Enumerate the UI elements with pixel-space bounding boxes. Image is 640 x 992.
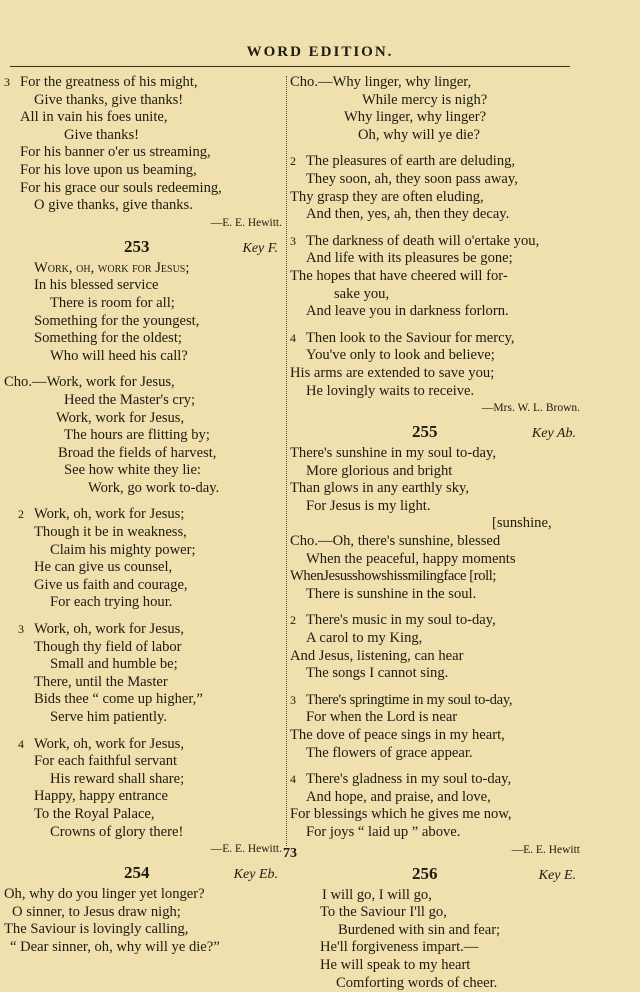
- lyric-line: “ Dear sinner, oh, why will ye die?”: [10, 938, 220, 955]
- verse-number: 2: [290, 613, 296, 628]
- lyric-line: Serve him patiently.: [50, 709, 167, 725]
- hymn-254-heading: [0, 860, 282, 886]
- lyric-line: Cho.—Work, work for Jesus,: [4, 374, 175, 391]
- hymn-254-verse-4: [290, 330, 580, 417]
- hymn-254-verse-2: [290, 153, 580, 223]
- lyric-line: He'll forgiveness impart.—: [320, 939, 479, 956]
- lyric-line: Work, oh, work for Jesus,: [34, 621, 185, 638]
- lyric-line: Cho.—Oh, there's sunshine, blessed: [290, 533, 501, 550]
- lyric-line: For each trying hour.: [50, 594, 173, 611]
- hymn-key: Key F.: [242, 240, 278, 256]
- lyric-line: Crowns of glory there!: [50, 823, 184, 840]
- lyric-line: For blessings which he gives me now,: [290, 806, 512, 823]
- lyric-line: And leave you in darkness forlorn.: [306, 303, 509, 320]
- lyric-line: The darkness of death will o'ertake you,: [306, 232, 540, 249]
- hymn-253-chorus: [0, 374, 282, 497]
- lyric-line: To the Royal Palace,: [34, 805, 155, 822]
- lyric-line: There's springtime in my soul to-day,: [306, 691, 513, 708]
- lyric-line: And then, yes, ah, then they decay.: [306, 206, 510, 223]
- hymn-255-verse-3: [290, 692, 580, 762]
- lyric-line: WhenJesusshowshissmilingface [roll;: [290, 568, 497, 585]
- lyric-line: In his blessed service: [34, 277, 159, 294]
- lyric-line: Oh, why will ye die?: [358, 126, 480, 143]
- verse-number: 4: [290, 772, 296, 787]
- lyric-line: While mercy is nigh?: [362, 91, 488, 108]
- lyric-line: Work, oh, work for Jesus,: [34, 735, 185, 752]
- lyric-line: Work, go work to-day.: [88, 479, 220, 496]
- lyric-line: For each faithful servant: [34, 753, 178, 770]
- lyric-line: Work, oh, work for Jesus;: [34, 259, 190, 276]
- lyric-line: O sinner, to Jesus draw nigh;: [12, 903, 181, 920]
- verse-number: 2: [290, 154, 296, 169]
- lyric-line: Bids thee “ come up higher,”: [34, 691, 203, 708]
- lyric-line: A carol to my King,: [306, 630, 423, 647]
- lyric-line: You've only to look and believe;: [306, 347, 495, 364]
- lyric-line: To the Saviour I'll go,: [320, 904, 447, 921]
- lyric-line: I will go, I will go,: [322, 886, 432, 903]
- lyric-line: Broad the fields of harvest,: [58, 444, 217, 461]
- hymn-key: Key E.: [538, 867, 576, 883]
- lyric-line: Small and humble be;: [50, 656, 178, 673]
- author-attribution: —E. E. Hewitt: [511, 843, 580, 856]
- verse-number: 3: [4, 75, 10, 89]
- page-number: 73: [283, 846, 297, 861]
- hymn-256-heading: [290, 861, 580, 887]
- lyric-line: sake you,: [334, 285, 390, 302]
- lyric-line: Happy, happy entrance: [34, 788, 168, 805]
- hymn-number: 255: [412, 422, 438, 442]
- lyric-line: Something for the oldest;: [34, 330, 182, 347]
- lyric-line: The flowers of grace appear.: [306, 744, 473, 761]
- lyric-line: More glorious and bright: [306, 462, 453, 479]
- hymn-number: 256: [412, 863, 438, 883]
- lyric-line: Work, work for Jesus,: [56, 409, 185, 426]
- lyric-line: O give thanks, give thanks.: [34, 197, 193, 214]
- lyric-line: He will speak to my heart: [320, 956, 471, 973]
- lyric-line: Claim his mighty power;: [50, 541, 196, 558]
- lyric-line: There is room for all;: [50, 294, 175, 311]
- lyric-line: Than glows in any earthly sky,: [290, 480, 470, 497]
- lyric-line: For his love upon us beaming,: [20, 161, 197, 178]
- lyric-line: For Jesus is my light.: [306, 497, 431, 514]
- lyric-line: The songs I cannot sing.: [306, 665, 449, 682]
- lyric-line: And life with its pleasures be gone;: [306, 250, 513, 267]
- lyric-line: There, until the Master: [34, 673, 168, 690]
- lyric-line: There is sunshine in the soul.: [306, 585, 477, 602]
- lyric-line: There's music in my soul to-day,: [306, 612, 496, 629]
- lyric-line: The hours are flitting by;: [64, 427, 210, 444]
- lyric-line: Burdened with sin and fear;: [338, 921, 501, 938]
- lyric-line: Give thanks, give thanks!: [34, 91, 184, 108]
- hymn-253-verse-4: [0, 736, 282, 859]
- lyric-line: Heed the Master's cry;: [64, 391, 196, 408]
- lyric-line: Though it be in weakness,: [34, 524, 187, 541]
- lyric-line: Though thy field of labor: [34, 638, 182, 655]
- lyric-line: All in vain his foes unite,: [20, 109, 168, 126]
- lyric-line: His arms are extended to save you;: [290, 364, 495, 381]
- lyric-line: Give us faith and courage,: [34, 576, 188, 593]
- verse-number: 3: [18, 622, 24, 637]
- hymn-255-chorus: [290, 515, 580, 603]
- author-attribution: —E. E. Hewitt.: [210, 216, 282, 229]
- verse-number: 4: [18, 736, 24, 751]
- verse-number: 3: [290, 692, 296, 707]
- hymn-key: Key Ab.: [531, 426, 576, 442]
- hymn-255-heading: [290, 419, 580, 445]
- stanza-3-prev-hymn: [0, 74, 282, 232]
- lyric-line: Oh, why do you linger yet longer?: [4, 886, 205, 903]
- lyric-line: He can give us counsel,: [34, 559, 173, 576]
- lyric-line: Comforting words of cheer.: [336, 974, 498, 991]
- lyric-line: Who will heed his call?: [50, 347, 188, 364]
- hymn-255-verse-1: [290, 445, 580, 515]
- lyric-line: See how white they lie:: [64, 462, 201, 479]
- hymn-number: 253: [124, 236, 150, 256]
- verse-number: 4: [290, 330, 296, 345]
- lyric-line: Something for the youngest,: [34, 312, 200, 329]
- lyric-line: The Saviour is lovingly calling,: [4, 921, 189, 938]
- lyric-line: Work, oh, work for Jesus;: [34, 506, 185, 523]
- lyric-line: There's sunshine in my soul to-day,: [290, 445, 496, 462]
- author-attribution: —Mrs. W. L. Brown.: [481, 402, 580, 415]
- lyric-line: There's gladness in my soul to-day,: [306, 771, 512, 788]
- hymn-256-verse-1: [290, 887, 580, 992]
- lyric-line: [sunshine,: [492, 515, 552, 532]
- hymn-253-verse-3: [0, 621, 282, 727]
- column-divider: [286, 76, 287, 846]
- lyric-line: For joys “ laid up ” above.: [306, 823, 461, 840]
- author-attribution: —E. E. Hewitt.: [210, 843, 282, 856]
- lyric-line: For the greatness of his might,: [20, 74, 198, 90]
- lyric-line: The dove of peace sings in my heart,: [290, 727, 505, 743]
- lyric-line: Cho.—Why linger, why linger,: [290, 74, 472, 90]
- lyric-line: The pleasures of earth are deluding,: [306, 153, 516, 170]
- lyric-line: For when the Lord is near: [306, 709, 458, 726]
- hymn-key: Key Eb.: [233, 867, 278, 883]
- lyric-line: And hope, and praise, and love,: [306, 788, 491, 805]
- hymn-253-heading: [0, 234, 282, 260]
- lyric-line: He lovingly waits to receive.: [306, 382, 475, 399]
- hymn-253-verse-2: [0, 506, 282, 612]
- hymn-number: 254: [124, 863, 150, 883]
- lyric-line: For his banner o'er us streaming,: [20, 144, 211, 161]
- hymn-255-verse-2: [290, 612, 580, 682]
- lyric-line: Thy grasp they are often eluding,: [290, 188, 484, 205]
- lyric-line: Then look to the Saviour for mercy,: [306, 329, 515, 346]
- lyric-line: When the peaceful, happy moments: [306, 550, 516, 567]
- hymn-254-chorus: [290, 74, 580, 144]
- lyric-line: Give thanks!: [64, 126, 139, 143]
- lyric-line: His reward shall share;: [50, 770, 185, 787]
- hymn-254-verse-3: [290, 233, 580, 321]
- verse-number: 3: [290, 233, 296, 248]
- verse-number: 2: [18, 507, 24, 522]
- lyric-line: For his grace our souls redeeming,: [20, 179, 222, 196]
- lyric-line: And Jesus, listening, can hear: [290, 647, 464, 664]
- running-header: WORD EDITION.: [246, 44, 394, 60]
- lyric-line: Why linger, why linger?: [344, 109, 487, 126]
- lyric-line: They soon, ah, they soon pass away,: [306, 170, 518, 187]
- left-column: [0, 74, 282, 957]
- header-rule: [10, 66, 570, 67]
- lyric-line: The hopes that have cheered will for-: [290, 267, 508, 284]
- hymn-253-verse-1: [0, 260, 282, 366]
